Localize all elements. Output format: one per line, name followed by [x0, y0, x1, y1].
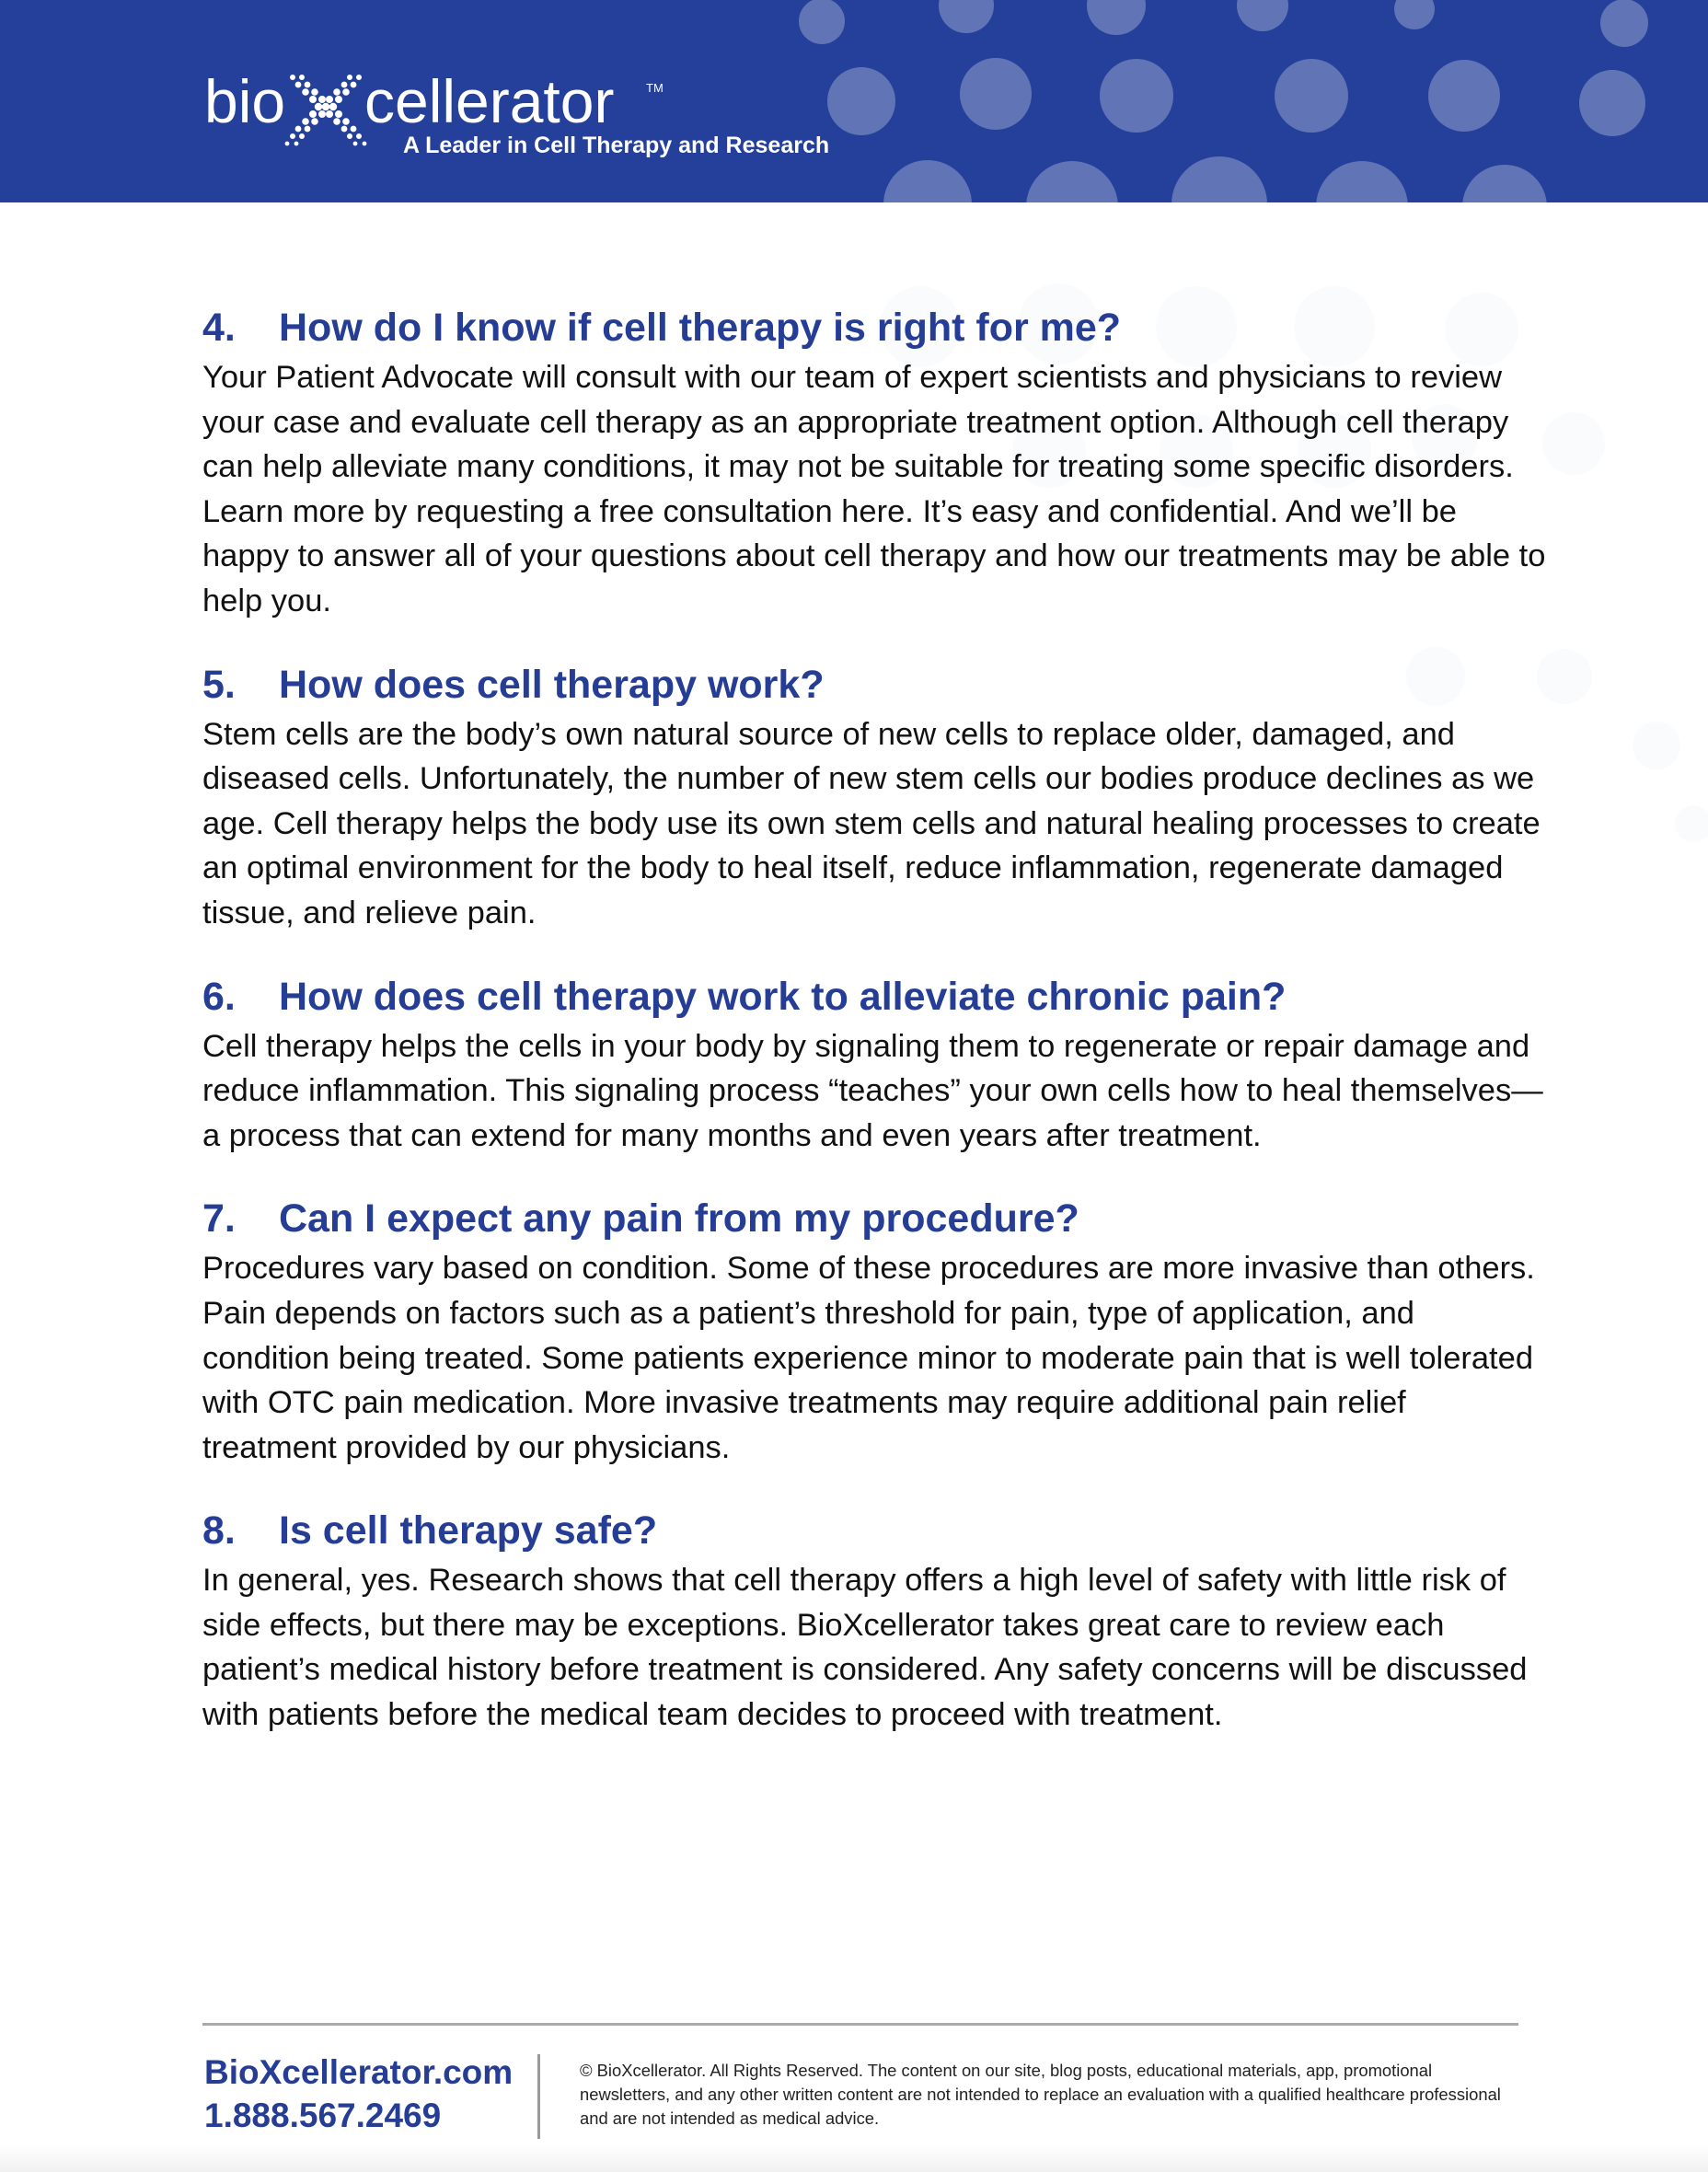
page-bottom-shade [0, 2144, 1708, 2172]
question-text: Can I expect any pain from my procedure? [279, 1196, 1079, 1242]
question-number: 6. [202, 974, 236, 1019]
footer-vertical-divider [537, 2054, 540, 2139]
faq-answer: In general, yes. Research shows that cell therapy offers a high level of safety with little risk of side effects, but there may be exceptions. BioXcellerator takes great care to review each patient’s medical history before treatment is considered. Any safety concerns will be discussed with patients before the medical team decides to proceed with treatment. [202, 1563, 1528, 1733]
logo-tagline: A Leader in Cell Therapy and Research [403, 133, 830, 158]
phone-number[interactable]: 1.888.567.2469 [204, 2097, 442, 2134]
question-text: Is cell therapy safe? [279, 1508, 658, 1554]
legal-disclaimer: © BioXcellerator. All Rights Reserved. The content on our site, blog posts, educational materials, app, promotional newsletters, and any other written content are not intended to replace an evaluation with a qualified healthcare professional and are not intended as medical advice. [580, 2061, 1501, 2128]
faq-answer: Cell therapy helps the cells in your body by signaling them to regenerate or repair damage and reduce inflammation. This signaling process “teaches” your own cells how to heal themselves—a process that can extend for many months and even years after treatment. [202, 1028, 1543, 1153]
logo-trademark: TM [646, 81, 664, 95]
question-number: 8. [202, 1508, 236, 1554]
faq-answer: Your Patient Advocate will consult with our team of expert scientists and physicians to review your case and evaluate cell therapy as an appropriate treatment option. Although cell therapy can help alleviate many conditions, it may not be suitable for treating some specific disorders. Learn more by requesting a free consultation here. It’s easy and confidential. And we’ll be happy to answer all of your questions about cell therapy and how our treatments may be able to help you. [202, 360, 1546, 618]
question-number: 7. [202, 1196, 236, 1242]
logo-cellerator-text: cellerator [364, 67, 615, 135]
faq-item [202, 657, 1546, 936]
logo-bio-text: bio [204, 67, 286, 135]
faq-question [202, 657, 1546, 712]
faq-item [202, 1503, 1546, 1737]
question-number: 5. [202, 662, 236, 707]
faq-answer: Stem cells are the body’s own natural source of new cells to replace older, damaged, and diseased cells. Unfortunately, the number of new stem cells our bodies produce declines as we age. Cell therapy helps the body use its own stem cells and natural healing processes to create an optimal environment for the body to heal itself, reduce inflammation, regenerate damaged tissue, and relieve pain. [202, 716, 1541, 930]
faq-item [202, 300, 1546, 624]
faq-content [202, 300, 1546, 1771]
faq-answer: Procedures vary based on condition. Some of these procedures are more invasive than others. Pain depends on factors such as a patient’s threshold for pain, type of application, and condition being treated. Some patients experience minor to moderate pain that is well tolerated with OTC pain medication. More invasive treatments may require additional pain relief treatment provided by our physicians. [202, 1251, 1535, 1465]
faq-question [202, 300, 1546, 355]
website-link[interactable]: BioXcellerator.com [204, 2053, 514, 2091]
question-number: 4. [202, 306, 236, 350]
faq-question [202, 1503, 1546, 1558]
question-text: How does cell therapy work to alleviate chronic pain? [279, 974, 1287, 1019]
question-text: How do I know if cell therapy is right for me? [279, 306, 1122, 350]
faq-item [202, 969, 1546, 1159]
bioxcellerator-logo[interactable] [204, 63, 848, 164]
faq-question [202, 969, 1546, 1024]
footer-contact [204, 2051, 536, 2137]
faq-item [202, 1191, 1546, 1470]
faq-question [202, 1191, 1546, 1246]
footer-divider-line [202, 2023, 1518, 2026]
logo-x-icon [283, 70, 368, 147]
header-banner [0, 0, 1708, 202]
question-text: How does cell therapy work? [279, 662, 825, 707]
